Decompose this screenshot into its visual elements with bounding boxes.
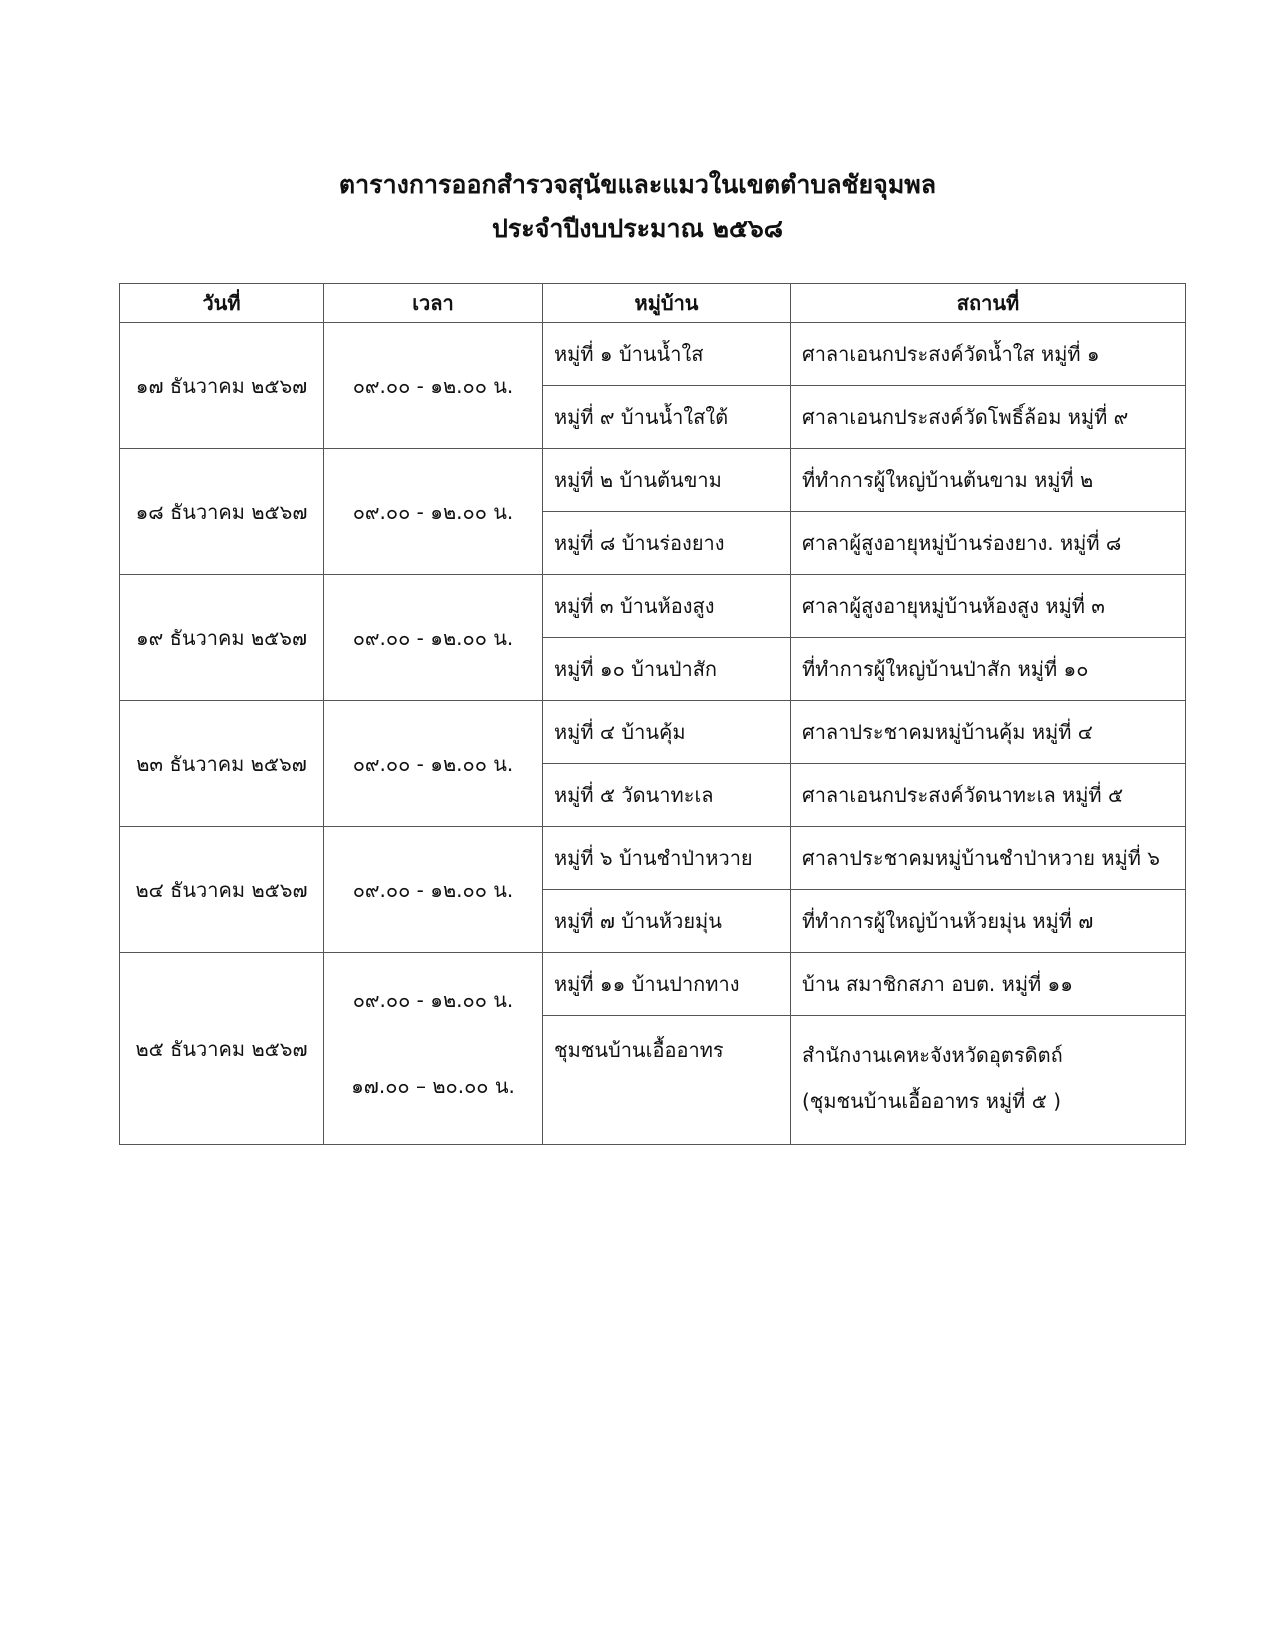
table-header-row [120,284,1186,323]
table-row [120,827,1186,890]
time-cell: ๐๙.๐๐ - ๑๒.๐๐ น. [324,827,543,953]
time-cell: ๐๙.๐๐ - ๑๒.๐๐ น. [324,701,543,827]
date-cell: ๒๕ ธันวาคม ๒๕๖๗ [120,953,324,1145]
village-cell: หมู่ที่ ๕ วัดนาทะเล [543,764,791,827]
place-cell: ที่ทำการผู้ใหญ่บ้านห้วยมุ่น หมู่ที่ ๗ [791,890,1186,953]
place-cell: ศาลาเอนกประสงค์วัดโพธิ์ล้อม หมู่ที่ ๙ [791,386,1186,449]
table-row [120,701,1186,764]
place-cell: ศาลาประชาคมหมู่บ้านคุ้ม หมู่ที่ ๔ [791,701,1186,764]
village-cell: หมู่ที่ ๑๑ บ้านปากทาง [543,953,791,1016]
table-row [120,953,1186,1016]
place-cell: บ้าน สมาชิกสภา อบต. หมู่ที่ ๑๑ [791,953,1186,1016]
place-cell: ศาลาผู้สูงอายุหมู่บ้านห้องสูง หมู่ที่ ๓ [791,575,1186,638]
time-cell: ๐๙.๐๐ - ๑๒.๐๐ น. [324,449,543,575]
village-cell: หมู่ที่ ๖ บ้านชำป่าหวาย [543,827,791,890]
header-place: สถานที่ [791,284,1186,323]
date-cell: ๑๘ ธันวาคม ๒๕๖๗ [120,449,324,575]
time-cell: ๐๙.๐๐ - ๑๒.๐๐ น. [324,323,543,449]
document-title: ตารางการออกสำรวจสุนัขและแมวในเขตตำบลชัยจุมพล [338,170,937,199]
time-slot-morning: ๐๙.๐๐ - ๑๒.๐๐ น. [352,987,514,1012]
header-time: เวลา [324,284,543,323]
place-line: สำนักงานเคหะจังหวัดอุตรดิตถ์ [802,1043,1063,1067]
village-cell: ชุมชนบ้านเอื้ออาทร [543,1016,791,1145]
village-cell: หมู่ที่ ๘ บ้านร่องยาง [543,512,791,575]
time-slot-evening: ๑๗.๐๐ – ๒๐.๐๐ น. [351,1073,515,1098]
date-cell: ๒๔ ธันวาคม ๒๕๖๗ [120,827,324,953]
place-cell: ที่ทำการผู้ใหญ่บ้านป่าสัก หมู่ที่ ๑๐ [791,638,1186,701]
place-cell: ศาลาผู้สูงอายุหมู่บ้านร่องยาง. หมู่ที่ ๘ [791,512,1186,575]
place-cell [791,1016,1186,1145]
table-row [120,449,1186,512]
village-cell: หมู่ที่ ๑ บ้านน้ำใส [543,323,791,386]
place-cell: ศาลาเอนกประสงค์วัดน้ำใส หมู่ที่ ๑ [791,323,1186,386]
date-cell: ๑๗ ธันวาคม ๒๕๖๗ [120,323,324,449]
village-cell: หมู่ที่ ๑๐ บ้านป่าสัก [543,638,791,701]
place-cell: ที่ทำการผู้ใหญ่บ้านต้นขาม หมู่ที่ ๒ [791,449,1186,512]
table-row [120,575,1186,638]
time-cell: ๐๙.๐๐ - ๑๒.๐๐ น. [324,575,543,701]
village-cell: หมู่ที่ ๙ บ้านน้ำใสใต้ [543,386,791,449]
place-line: (ชุมชนบ้านเอื้ออาทร หมู่ที่ ๕ ) [802,1089,1061,1113]
document-subtitle: ประจำปีงบประมาณ ๒๕๖๘ [491,214,784,243]
schedule-table [119,283,1186,1145]
date-cell: ๒๓ ธันวาคม ๒๕๖๗ [120,701,324,827]
table-row [120,323,1186,386]
header-village: หมู่บ้าน [543,284,791,323]
time-cell [324,953,543,1145]
header-date: วันที่ [120,284,324,323]
village-cell: หมู่ที่ ๗ บ้านห้วยมุ่น [543,890,791,953]
village-cell: หมู่ที่ ๔ บ้านคุ้ม [543,701,791,764]
place-cell: ศาลาประชาคมหมู่บ้านชำป่าหวาย หมู่ที่ ๖ [791,827,1186,890]
date-cell: ๑๙ ธันวาคม ๒๕๖๗ [120,575,324,701]
village-cell: หมู่ที่ ๓ บ้านห้องสูง [543,575,791,638]
village-cell: หมู่ที่ ๒ บ้านต้นขาม [543,449,791,512]
place-cell: ศาลาเอนกประสงค์วัดนาทะเล หมู่ที่ ๕ [791,764,1186,827]
